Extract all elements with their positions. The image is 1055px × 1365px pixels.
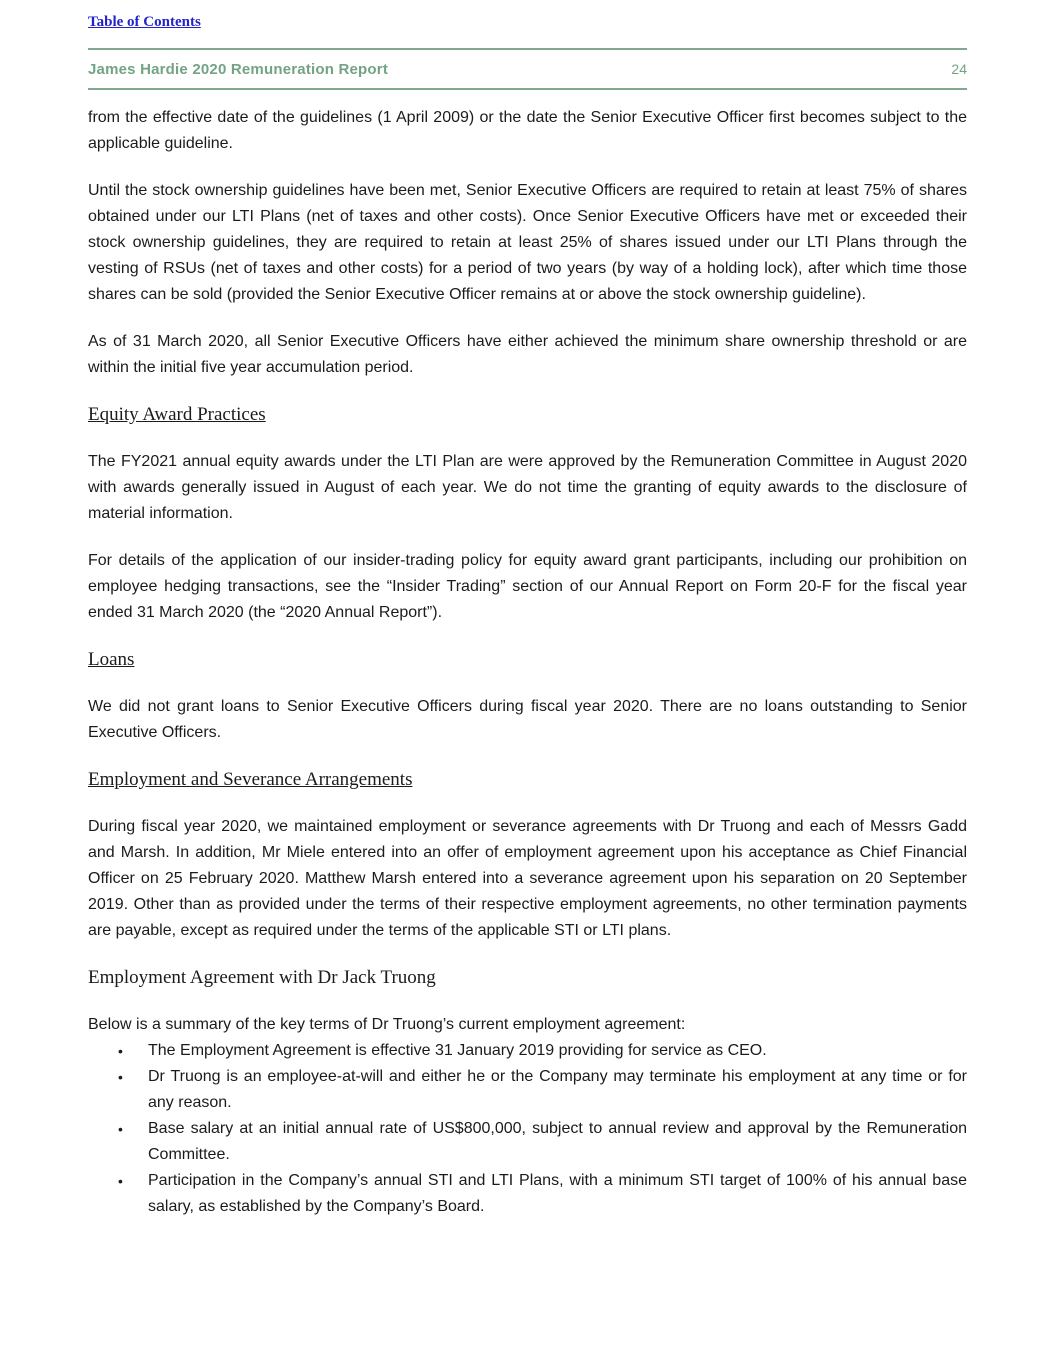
section-heading: Employment Agreement with Dr Jack Truong xyxy=(88,967,436,988)
paragraph: The FY2021 annual equity awards under the LTI Plan are were approved by the Remuneration Committee in August 2020 with awards generally issued in August of each year. We do not time the granting of equity awards to the disclosure of material information. xyxy=(88,453,967,522)
section-heading: Loans xyxy=(88,649,135,670)
paragraph: Until the stock ownership guidelines have been met, Senior Executive Officers are required to retain at least 75% of shares obtained under our LTI Plans (net of taxes and other costs). Once Senior Executive Officers have met or exceeded their stock ownership guidelines, they are required to retain at least 25% of shares issued under our LTI Plans through the vesting of RSUs (net of taxes and other costs) for a period of two years (by way of a holding lock), after which time those shares can be sold (provided the Senior Executive Officer remains at or above the stock ownership guideline). xyxy=(88,182,967,303)
section-heading: Employment and Severance Arrangements xyxy=(88,769,413,790)
page-number: 24 xyxy=(951,61,967,77)
bullet-item: • Base salary at an initial annual rate of US$800,000, subject to annual review and approval by the Remuneration Committee. xyxy=(88,1116,967,1168)
bullet-item: • Participation in the Company’s annual STI and LTI Plans, with a minimum STI target of 100% of his annual base salary, as established by the Company’s Board. xyxy=(88,1168,967,1220)
paragraph: We did not grant loans to Senior Executive Officers during fiscal year 2020. There are no loans outstanding to Senior Executive Officers. xyxy=(88,698,967,741)
header-rule-bottom xyxy=(88,88,967,90)
paragraph: from the effective date of the guidelines (1 April 2009) or the date the Senior Executive Officer first becomes subject to the applicable guideline. xyxy=(88,109,967,152)
table-of-contents-link[interactable]: Table of Contents xyxy=(88,14,201,30)
paragraph: For details of the application of our insider-trading policy for equity award grant participants, including our prohibition on employee hedging transactions, see the “Insider Trading” section of our Annual Report on Form 20-F for the fiscal year ended 31 March 2020 (the “2020 Annual Report”). xyxy=(88,552,967,621)
document-body xyxy=(88,105,967,1220)
report-header xyxy=(88,50,967,88)
paragraph: As of 31 March 2020, all Senior Executive Officers have either achieved the minimum share ownership threshold or are within the initial five year accumulation period. xyxy=(88,333,967,376)
report-title: James Hardie 2020 Remuneration Report xyxy=(88,60,389,78)
bullet-list xyxy=(88,1038,967,1220)
section-heading: Equity Award Practices xyxy=(88,404,266,425)
bullet-item: • Dr Truong is an employee-at-will and either he or the Company may terminate his employment at any time or for any reason. xyxy=(88,1064,967,1116)
bullet-item: • The Employment Agreement is effective 31 January 2019 providing for service as CEO. xyxy=(88,1038,967,1064)
paragraph: Below is a summary of the key terms of Dr Truong’s current employment agreement: xyxy=(88,1016,686,1033)
paragraph: During fiscal year 2020, we maintained employment or severance agreements with Dr Truong and each of Messrs Gadd and Marsh. In addition, Mr Miele entered into an offer of employment agreement upon his acceptance as Chief Financial Officer on 25 February 2020. Matthew Marsh entered into a severance agreement upon his separation on 20 September 2019. Other than as provided under the terms of their respective employment agreements, no other termination payments are payable, except as required under the terms of the applicable STI or LTI plans. xyxy=(88,818,967,939)
